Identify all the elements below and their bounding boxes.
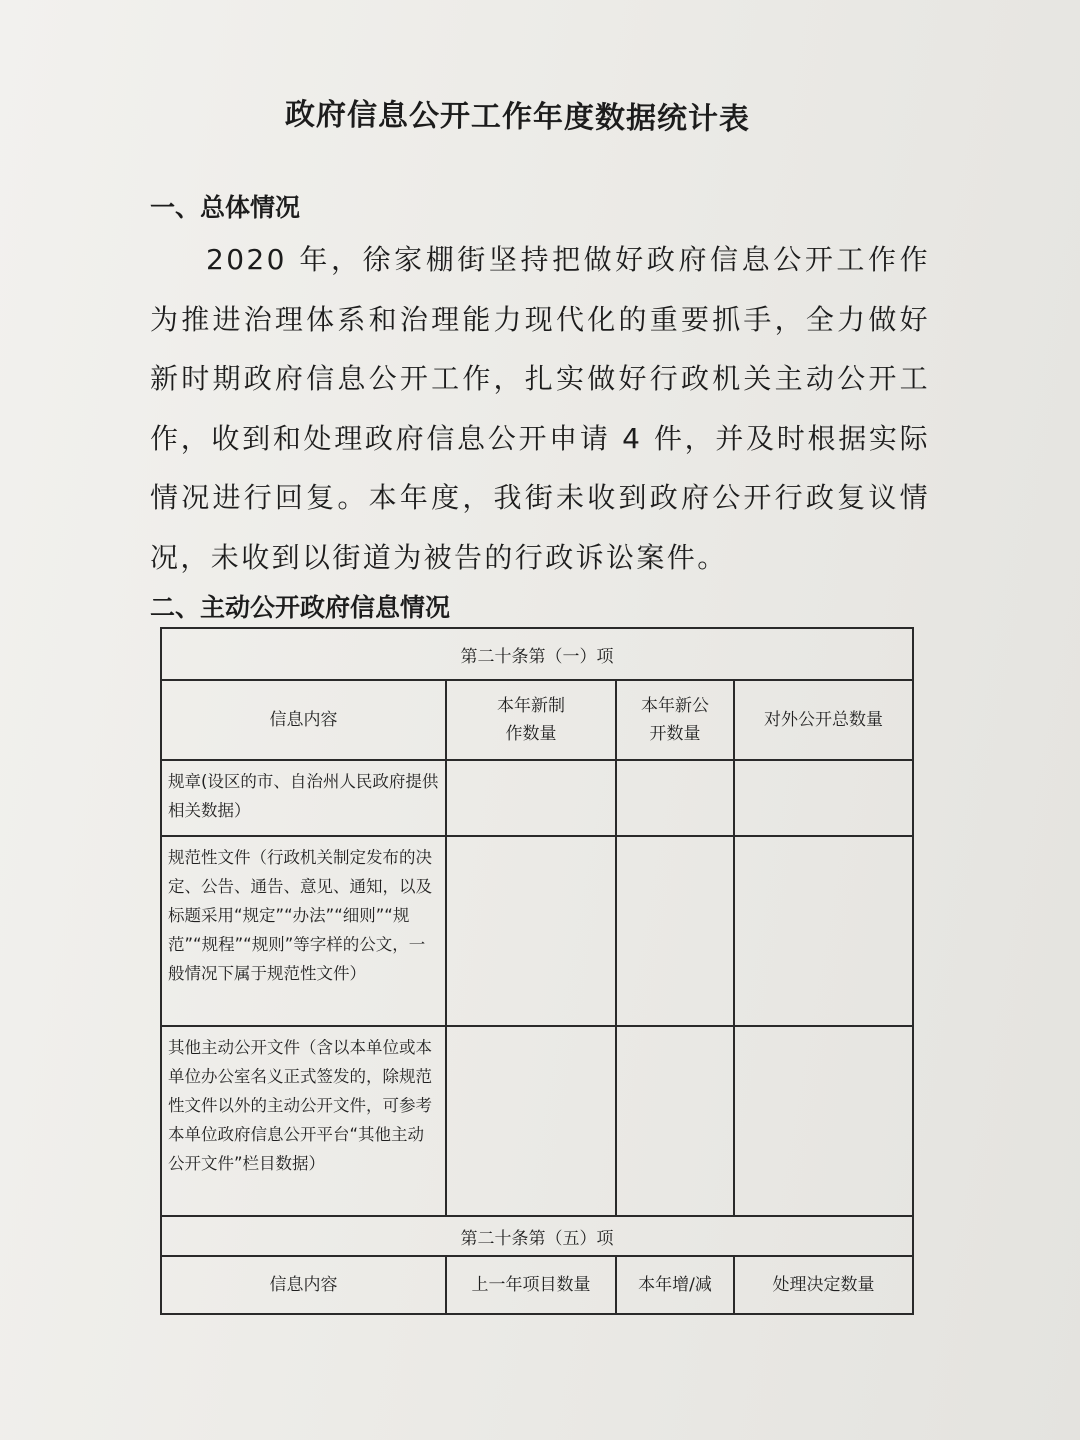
cell-new-published: [616, 836, 734, 1026]
cell-total-published: [734, 760, 913, 836]
column-header-change: 本年增/减: [616, 1256, 734, 1314]
cell-new-published: [616, 1026, 734, 1216]
cell-new-produced: [446, 836, 616, 1026]
document-title: 政府信息公开工作年度数据统计表: [284, 97, 751, 138]
column-header-new-published: [616, 680, 734, 760]
column-header-total-published: 对外公开总数量: [734, 680, 913, 760]
overview-paragraph: 2020 年，徐家棚街坚持把做好政府信息公开工作作为推进治理体系和治理能力现代化的重要抓手，全力做好新时期政府信息公开工作，扎实做好行政机关主动公开工作，收到和处理政府信息公开申请 4 件，并及时根据实际情况进行回复。本年度，我街未收到政府公开行政复议情况，未收到以街道为被告的行政诉讼案件。: [150, 243, 930, 574]
table-row: [161, 1256, 913, 1314]
column-header-content: 信息内容: [161, 1256, 446, 1314]
article-20-item-5-header: 第二十条第（五）项: [161, 1216, 913, 1256]
table-row: [161, 760, 913, 836]
cell-total-published: [734, 1026, 913, 1216]
disclosure-statistics-table: [160, 627, 914, 1315]
table-row: [161, 680, 913, 760]
article-20-item-1-header: 第二十条第（一）项: [161, 628, 913, 680]
column-header-previous-year-count: 上一年项目数量: [446, 1256, 616, 1314]
table-row: [161, 628, 913, 680]
cell-total-published: [734, 836, 913, 1026]
row-label-regulations: 规章(设区的市、自治州人民政府提供相关数据）: [161, 760, 446, 836]
table-row: [161, 836, 913, 1026]
cell-new-produced: [446, 760, 616, 836]
column-header-content: 信息内容: [161, 680, 446, 760]
column-header-new-produced: [446, 680, 616, 760]
cell-new-published: [616, 760, 734, 836]
row-label-normative-documents: 规范性文件（行政机关制定发布的决定、公告、通告、意见、通知，以及标题采用“规定”“办法”“细则”“规范”“规程”“规则”等字样的公文，一般情况下属于规范性文件）: [161, 836, 446, 1026]
cell-new-produced: [446, 1026, 616, 1216]
section-heading-overview: 一、总体情况: [150, 193, 301, 222]
row-label-other-documents: 其他主动公开文件（含以本单位或本单位办公室名义正式签发的，除规范性文件以外的主动公开文件，可参考本单位政府信息公开平台“其他主动公开文件”栏目数据）: [161, 1026, 446, 1216]
column-header-decisions: 处理决定数量: [734, 1256, 913, 1314]
column-header-label: 本年新制作数量: [497, 696, 565, 744]
table-row: [161, 1026, 913, 1216]
column-header-label: 本年新公开数量: [641, 696, 709, 744]
section-heading-proactive-disclosure: 二、主动公开政府信息情况: [150, 593, 451, 622]
table-row: [161, 1216, 913, 1256]
